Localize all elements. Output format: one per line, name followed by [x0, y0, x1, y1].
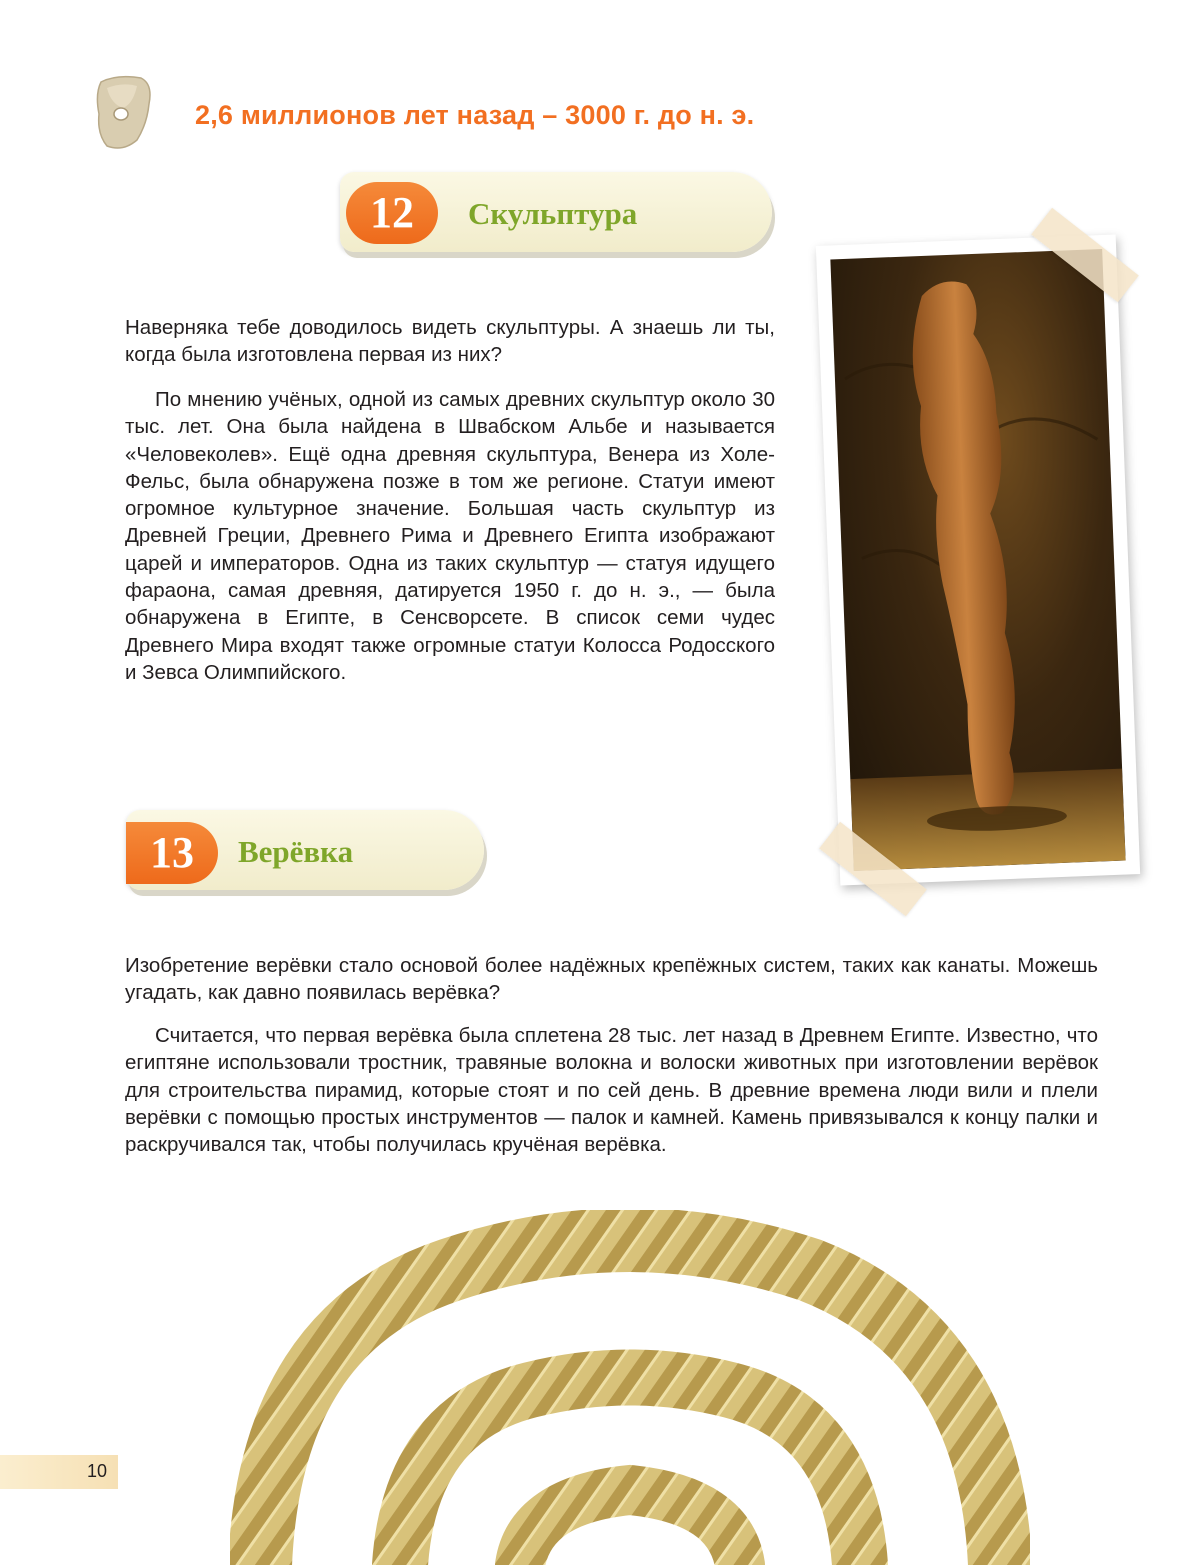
paragraph-intro-rope: Изобретение верёвки стало основой более надёжных крепёжных систем, таких как канаты. Можешь угадать, как давно появилась верёвка?	[125, 954, 1098, 1005]
era-title: 2,6 миллионов лет назад – 3000 г. до н. э.	[195, 100, 755, 130]
lion-man-photo-frame	[816, 234, 1140, 885]
paragraph-intro-sculpture: Наверняка тебе доводилось видеть скульптуры. А знаешь ли ты, когда была изготовлена первая из них?	[125, 316, 775, 367]
section-12-banner	[340, 172, 772, 252]
section-13-banner	[126, 810, 484, 890]
section-title: Верёвка	[238, 834, 354, 869]
page-number: 10	[87, 1461, 108, 1481]
paragraph-sculpture-body: По мнению учёных, одной из самых древних скульптур около 30 тыс. лет. Она была найдена в Швабском Альбе и называется «Человеколев». Ещё одна древняя скульптура, Венера из Холе-Фельс, была обнаружена позже в том же регионе. Статуи имеют огромное культурное значение. Большая часть скульптур из Древней Греции, Древнего Рима и Древнего Египта изображают царей и императоров. Одна из таких скульптур — статуя идущего фараона, самая древняя, датируется 1950 г. до н. э., — была обнаружена в Египте, в Сенсворсете. В список семи чудес Древнего Мира входят также огромные статуи Колосса Родосского и Зевса Олимпийского.	[125, 388, 775, 684]
section-number-badge: 12	[346, 182, 438, 244]
coiled-rope-image	[230, 1210, 1030, 1565]
section-number-badge: 13	[126, 822, 218, 884]
stone-tool-icon	[93, 74, 153, 150]
paragraph-rope-body: Считается, что первая верёвка была сплетена 28 тыс. лет назад в Древнем Египте. Известно, что египтяне использовали тростник, травяные волокна и волоски животных при изготовлении верёвок для строительства пирамид, которые стоят и по сей день. В древние времена люди вили и плели верёвки с помощью простых инструментов — палок и камней. Камень привязывался к концу палки и раскручивался так, чтобы получилась кручёная верёвка.	[125, 1024, 1098, 1157]
section-title: Скульптура	[468, 196, 638, 231]
lion-man-sculpture-photo	[830, 249, 1125, 871]
